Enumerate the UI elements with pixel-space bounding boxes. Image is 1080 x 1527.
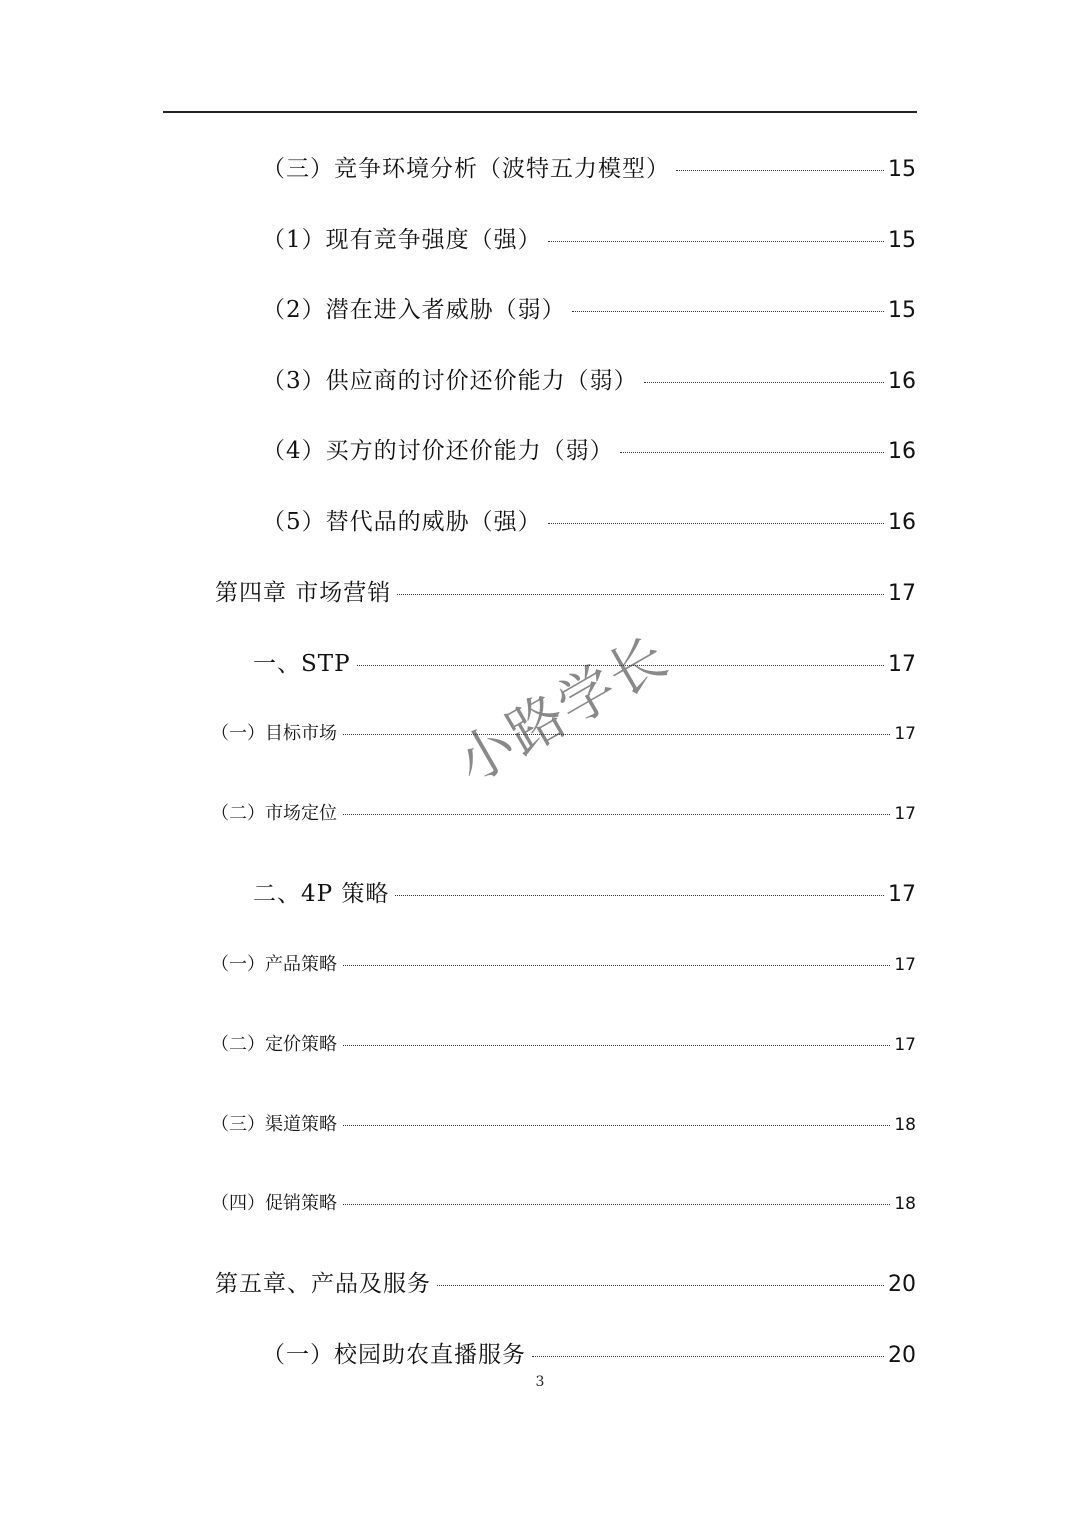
toc-entry-page: 17 [888, 882, 916, 907]
toc-leader-dots [548, 523, 884, 524]
toc-entry-page: 16 [888, 439, 916, 464]
toc-entry-title: （一）校园助农直播服务 [262, 1342, 526, 1368]
toc-entry-page: 18 [894, 1194, 916, 1214]
toc-entry-title: （二）定价策略 [211, 1034, 337, 1055]
toc-subsection-entry[interactable] [211, 799, 916, 825]
toc-entry-title: （1）现有竞争强度（强） [262, 227, 542, 253]
toc-subsection-entry[interactable] [211, 1189, 916, 1215]
toc-leader-dots [343, 814, 890, 815]
toc-entry-page: 17 [894, 724, 916, 744]
toc-subsection-entry[interactable] [211, 1030, 916, 1056]
page-number: 3 [535, 1374, 545, 1390]
toc-entry-title: （3）供应商的讨价还价能力（弱） [262, 368, 638, 394]
toc-entry-page: 15 [888, 228, 916, 253]
toc-leader-dots [343, 965, 890, 966]
toc-entry[interactable] [262, 150, 916, 183]
toc-entry-page: 18 [894, 1115, 916, 1135]
toc-entry-title: 第四章 市场营销 [215, 580, 392, 606]
toc-entry[interactable] [262, 221, 916, 254]
toc-entry-page: 17 [894, 955, 916, 975]
toc-entry-title: （5）替代品的威胁（强） [262, 509, 542, 535]
toc-entry-title: （三）渠道策略 [211, 1114, 337, 1135]
toc-entry-page: 17 [888, 581, 916, 606]
toc-leader-dots [357, 665, 884, 666]
toc-leader-dots [620, 452, 884, 453]
toc-section-entry[interactable] [253, 875, 916, 908]
toc-entry-page: 15 [888, 298, 916, 323]
toc-leader-dots [395, 895, 884, 896]
toc-entry-title: （二）市场定位 [211, 803, 337, 824]
toc-section-entry[interactable] [253, 645, 916, 678]
toc-chapter-entry[interactable] [215, 574, 916, 607]
toc-subsection-entry[interactable] [211, 1110, 916, 1136]
toc-leader-dots [676, 170, 884, 171]
toc-entry-page: 17 [894, 1035, 916, 1055]
toc-leader-dots [343, 734, 890, 735]
toc-chapter-entry[interactable] [215, 1265, 916, 1298]
toc-leader-dots [397, 594, 884, 595]
header-rule [163, 111, 917, 113]
toc-entry-title: （一）目标市场 [211, 723, 337, 744]
toc-leader-dots [343, 1125, 890, 1126]
toc-entry-title: （4）买方的讨价还价能力（弱） [262, 438, 614, 464]
toc-entry-page: 16 [888, 510, 916, 535]
toc-entry-title: （2）潜在进入者威胁（弱） [262, 297, 566, 323]
toc-entry-title: （一）产品策略 [211, 954, 337, 975]
toc-subsection-entry[interactable] [211, 950, 916, 976]
toc-entry-page: 20 [888, 1272, 916, 1297]
toc-entry-page: 17 [894, 804, 916, 824]
toc-entry-page: 17 [888, 652, 916, 677]
toc-entry-page: 16 [888, 369, 916, 394]
toc-entry[interactable] [262, 503, 916, 536]
toc-entry[interactable] [262, 1336, 916, 1369]
toc-entry-title: 一、STP [253, 651, 351, 677]
toc-leader-dots [343, 1045, 890, 1046]
toc-leader-dots [572, 311, 884, 312]
toc-entry-page: 15 [888, 157, 916, 182]
toc-entry-page: 20 [888, 1343, 916, 1368]
toc-entry-title: 第五章、产品及服务 [215, 1271, 431, 1297]
toc-leader-dots [644, 382, 884, 383]
toc-subsection-entry[interactable] [211, 719, 916, 745]
toc-entry-title: 二、4P 策略 [253, 881, 390, 907]
toc-entry[interactable] [262, 291, 916, 324]
toc-leader-dots [437, 1285, 884, 1286]
toc-entry-title: （三）竞争环境分析（波特五力模型） [262, 156, 670, 182]
toc-leader-dots [548, 241, 884, 242]
toc-leader-dots [343, 1204, 890, 1205]
toc-leader-dots [532, 1356, 884, 1357]
toc-entry[interactable] [262, 362, 916, 395]
toc-entry-title: （四）促销策略 [211, 1193, 337, 1214]
toc-entry[interactable] [262, 432, 916, 465]
watermark-text: 小路学长 [446, 624, 680, 797]
